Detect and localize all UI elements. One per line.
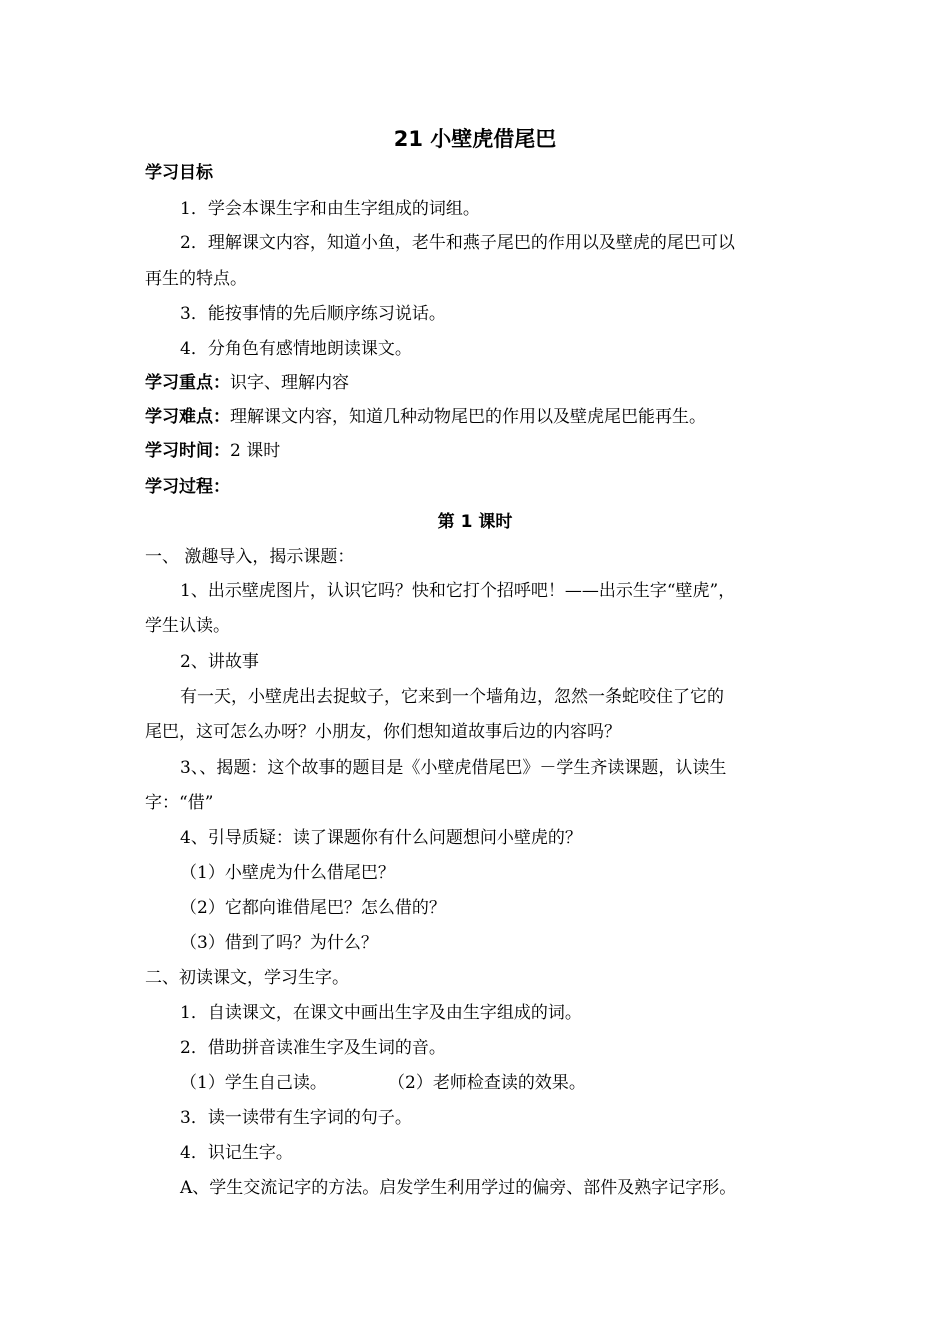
paragraph-line: 3．读一读带有生字词的句子。 [180,1108,412,1128]
key-points-row [145,372,349,394]
key-points-value: 识字、理解内容 [230,373,349,393]
question-item: （1）小壁虎为什么借尾巴？ [180,863,395,883]
section-heading: 一、 激趣导入，揭示课题： [145,547,355,567]
objectives-heading: 学习目标 [145,163,213,183]
time-value: 2 课时 [230,441,281,461]
paragraph-line: 3、、揭题：这个故事的题目是《小壁虎借尾巴》－学生齐读课题，认读生 [180,758,727,778]
key-points-label: 学习重点： [145,373,230,393]
paragraph-line: 2．借助拼音读准生字及生词的音。 [180,1038,446,1058]
paragraph-line: A、学生交流记字的方法。启发学生利用学过的偏旁、部件及熟字记字形。 [180,1178,737,1198]
difficulties-label: 学习难点： [145,407,230,427]
paragraph-line: 4、引导质疑：读了课题你有什么问题想问小壁虎的？ [180,828,582,848]
paragraph-line: 2、讲故事 [180,652,259,672]
paragraph-line: 尾巴，这可怎么办呀？小朋友，你们想知道故事后边的内容吗？ [145,722,621,742]
paragraph-line: 1．自读课文，在课文中画出生字及由生字组成的词。 [180,1003,582,1023]
objective-item: 3．能按事情的先后顺序练习说话。 [180,304,446,324]
paragraph-line: （1）学生自己读。 [180,1073,327,1093]
paragraph-line: 1、出示壁虎图片，认识它吗？快和它打个招呼吧！——出示生字“壁虎”， [180,581,736,601]
time-row [145,440,280,462]
section-heading: 二、初读课文，学习生字。 [145,968,349,988]
paragraph-line: 有一天，小壁虎出去捉蚊子，它来到一个墙角边，忽然一条蛇咬住了它的 [180,687,724,707]
objective-item: 再生的特点。 [145,269,247,289]
objective-item: 4．分角色有感情地朗读课文。 [180,339,412,359]
paragraph-line: 字：“借” [145,793,214,813]
objective-item: 2．理解课文内容，知道小鱼，老牛和燕子尾巴的作用以及壁虎的尾巴可以 [180,233,735,253]
paragraph-line: （2）老师检查读的效果。 [388,1073,586,1093]
difficulties-row [145,406,706,428]
paragraph-line: 学生认读。 [145,616,230,636]
document-title: 21 小壁虎借尾巴 [393,127,557,151]
time-label: 学习时间： [145,441,230,461]
lesson-title: 第 1 课时 [437,512,513,532]
paragraph-line: 4．识记生字。 [180,1143,293,1163]
difficulties-value: 理解课文内容，知道几种动物尾巴的作用以及壁虎尾巴能再生。 [230,407,706,427]
question-item: （2）它都向谁借尾巴？怎么借的？ [180,898,446,918]
question-item: （3）借到了吗？为什么？ [180,933,378,953]
objective-item: 1．学会本课生字和由生字组成的词组。 [180,199,480,219]
process-heading: 学习过程： [145,477,230,497]
